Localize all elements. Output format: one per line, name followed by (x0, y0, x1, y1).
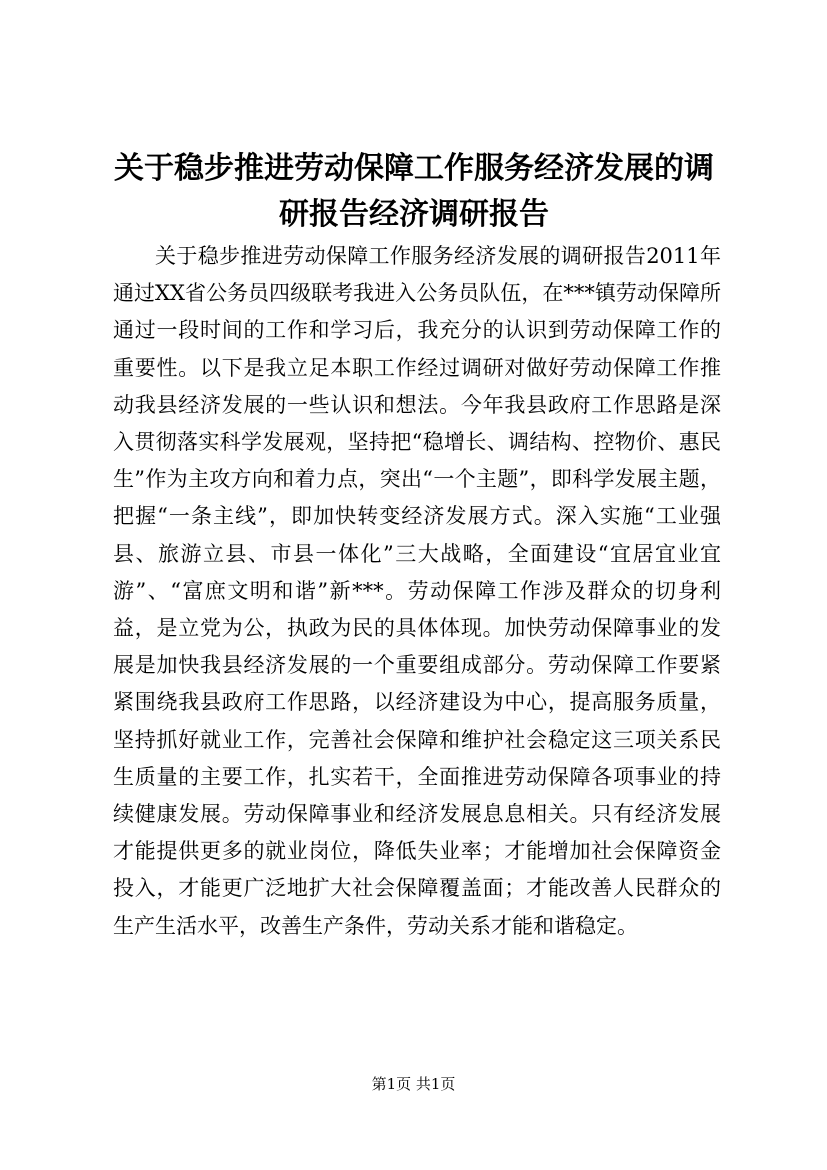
document-body: 关于稳步推进劳动保障工作服务经济发展的调研报告2011年通过XX省公务员四级联考我进入公务员队伍，在***镇劳动保障所通过一段时间的工作和学习后，我充分的认识到劳动保障工作的重要性。以下是我立足本职工作经过调研对做好劳动保障工作推动我县经济发展的一些认识和想法。今年我县政府工作思路是深入贯彻落实科学发展观，坚持把“稳增长、调结构、控物价、惠民生”作为主攻方向和着力点，突出“一个主题”，即科学发展主题，把握“一条主线”，即加快转变经济发展方式。深入实施“工业强县、旅游立县、市县一体化”三大战略，全面建设“宜居宜业宜游”、“富庶文明和谐”新***。劳动保障工作涉及群众的切身利益，是立党为公，执政为民的具体体现。加快劳动保障事业的发展是加快我县经济发展的一个重要组成部分。劳动保障工作要紧紧围绕我县政府工作思路，以经济建设为中心，提高服务质量，坚持抓好就业工作，完善社会保障和维护社会稳定这三项关系民生质量的主要工作，扎实若干，全面推进劳动保障各项事业的持续健康发展。劳动保障事业和经济发展息息相关。只有经济发展才能提供更多的就业岗位，降低失业率；才能增加社会保障资金投入，才能更广泛地扩大社会保障覆盖面；才能改善人民群众的生产生活水平，改善生产条件，劳动关系才能和谐稳定。 (113, 244, 721, 938)
document-title: 关于稳步推进劳动保障工作服务经济发展的调研报告经济调研报告 (114, 151, 714, 232)
page-number-footer: 第1页 共1页 (371, 1075, 456, 1093)
